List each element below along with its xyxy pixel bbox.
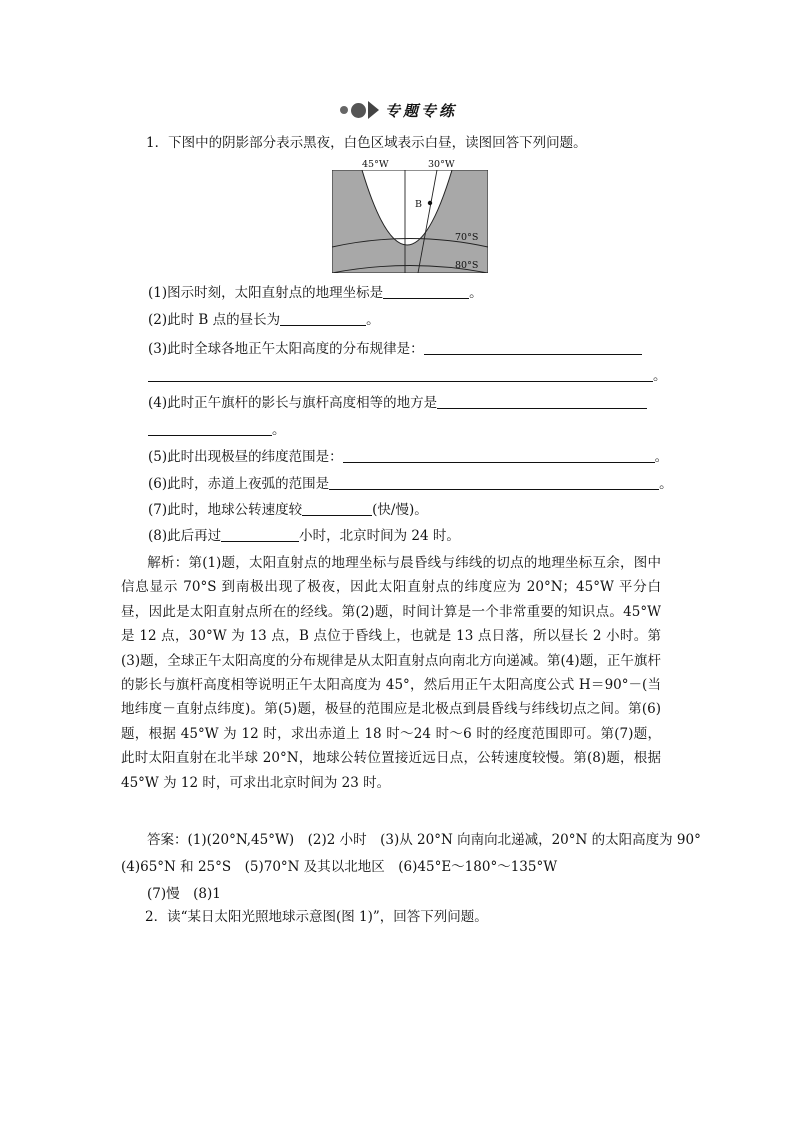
question-1-item-2: (2)此时 B 点的昼长为 。 — [148, 312, 380, 328]
bullet-large-icon — [351, 103, 366, 118]
question-1-item-6: (6)此时，赤道上夜弧的范围是 。 — [148, 476, 673, 492]
question-1-item-1: (1)图示时刻，太阳直射点的地理坐标是 。 — [148, 285, 483, 301]
answer-line-1: 答案：(1)(20°N,45°W) (2)2 小时 (3)从 20°N 向南向北递减，20°N 的太阳高度为 90° — [147, 832, 701, 848]
section-header — [340, 98, 457, 122]
figure-label-80s: 80°S — [455, 260, 479, 271]
question-1-item-4-cont: 。 — [148, 420, 286, 440]
question-1-stem: 1．下图中的阴影部分表示黑夜，白色区域表示白昼，读图回答下列问题。 — [146, 135, 587, 151]
question-2-stem: 2．读“某日太阳光照地球示意图(图 1)”，回答下列问题。 — [145, 909, 488, 925]
answer-blank[interactable] — [221, 527, 299, 542]
figure-label-45w: 45°W — [362, 159, 389, 170]
answer-blank[interactable] — [302, 501, 372, 516]
answer-blank[interactable] — [148, 367, 653, 382]
answer-blank[interactable] — [437, 394, 647, 409]
question-1-item-3-cont: 。 — [148, 366, 667, 386]
answer-line-2: (4)65°N 和 25°S (5)70°N 及其以北地区 (6)45°E～180°～135°W — [121, 859, 558, 875]
answer-blank[interactable] — [383, 284, 469, 299]
answer-blank[interactable] — [343, 448, 655, 463]
answer-blank[interactable] — [329, 475, 659, 490]
question-1-item-7: (7)此时，地球公转速度较 (快/慢)。 — [148, 502, 428, 518]
answer-blank[interactable] — [148, 421, 272, 436]
question-1-item-4: (4)此时正午旗杆的影长与旗杆高度相等的地方是 — [148, 393, 647, 413]
arrow-right-icon — [368, 101, 379, 119]
section-title: 专题专练 — [385, 101, 458, 120]
analysis-paragraph: 解析：第(1)题，太阳直射点的地理坐标与晨昏线与纬线的切点的地理坐标互余，图中信息显示 70°S 到南极出现了极夜，因此太阳直射点的纬度应为 20°N；45°W 平分白昼，因此是太阳直射点所在的经线。第(2)题，时间计算是一个非常重要的知识点。45°W 是 12 点，30°W 为 13 点，B 点位于昏线上，也就是 13 点日落，所以昼长 2 小时。第(3)题，全球正午太阳高度的分布规律是从太阳直射点向南北方向递减。第(4)题，正午旗杆的影长与旗杆高度相等说明正午太阳高度为 45°，然后用正午太阳高度公式 H＝90°－(当地纬度－直射点纬度)。第(5)题，极昼的范围应是北极点到晨昏线与纬线切点之间。第(6)题，根据 45°W 为 12 时，求出赤道上 18 时～24 时～6 时的经度范围即可。第(7)题，此时太阳直射在北半球 20°N，地球公转位置接近远日点，公转速度较慢。第(8)题，根据 45°W 为 12 时，可求出北京时间为 23 时。 — [121, 555, 661, 791]
bullet-small-icon — [340, 106, 348, 114]
question-1-item-5: (5)此时出现极昼的纬度范围是： 。 — [148, 449, 669, 465]
figure-point-b: B — [415, 199, 422, 210]
day-night-diagram — [332, 170, 488, 273]
figure-label-30w: 30°W — [428, 159, 455, 170]
answer-blank[interactable] — [280, 311, 366, 326]
question-1-item-3: (3)此时全球各地正午太阳高度的分布规律是： — [148, 339, 642, 359]
figure-label-70s: 70°S — [455, 232, 479, 243]
question-1-item-8: (8)此后再过 小时，北京时间为 24 时。 — [148, 528, 460, 544]
answer-line-3: (7)慢 (8)1 — [147, 886, 221, 902]
answer-blank[interactable] — [424, 340, 642, 355]
